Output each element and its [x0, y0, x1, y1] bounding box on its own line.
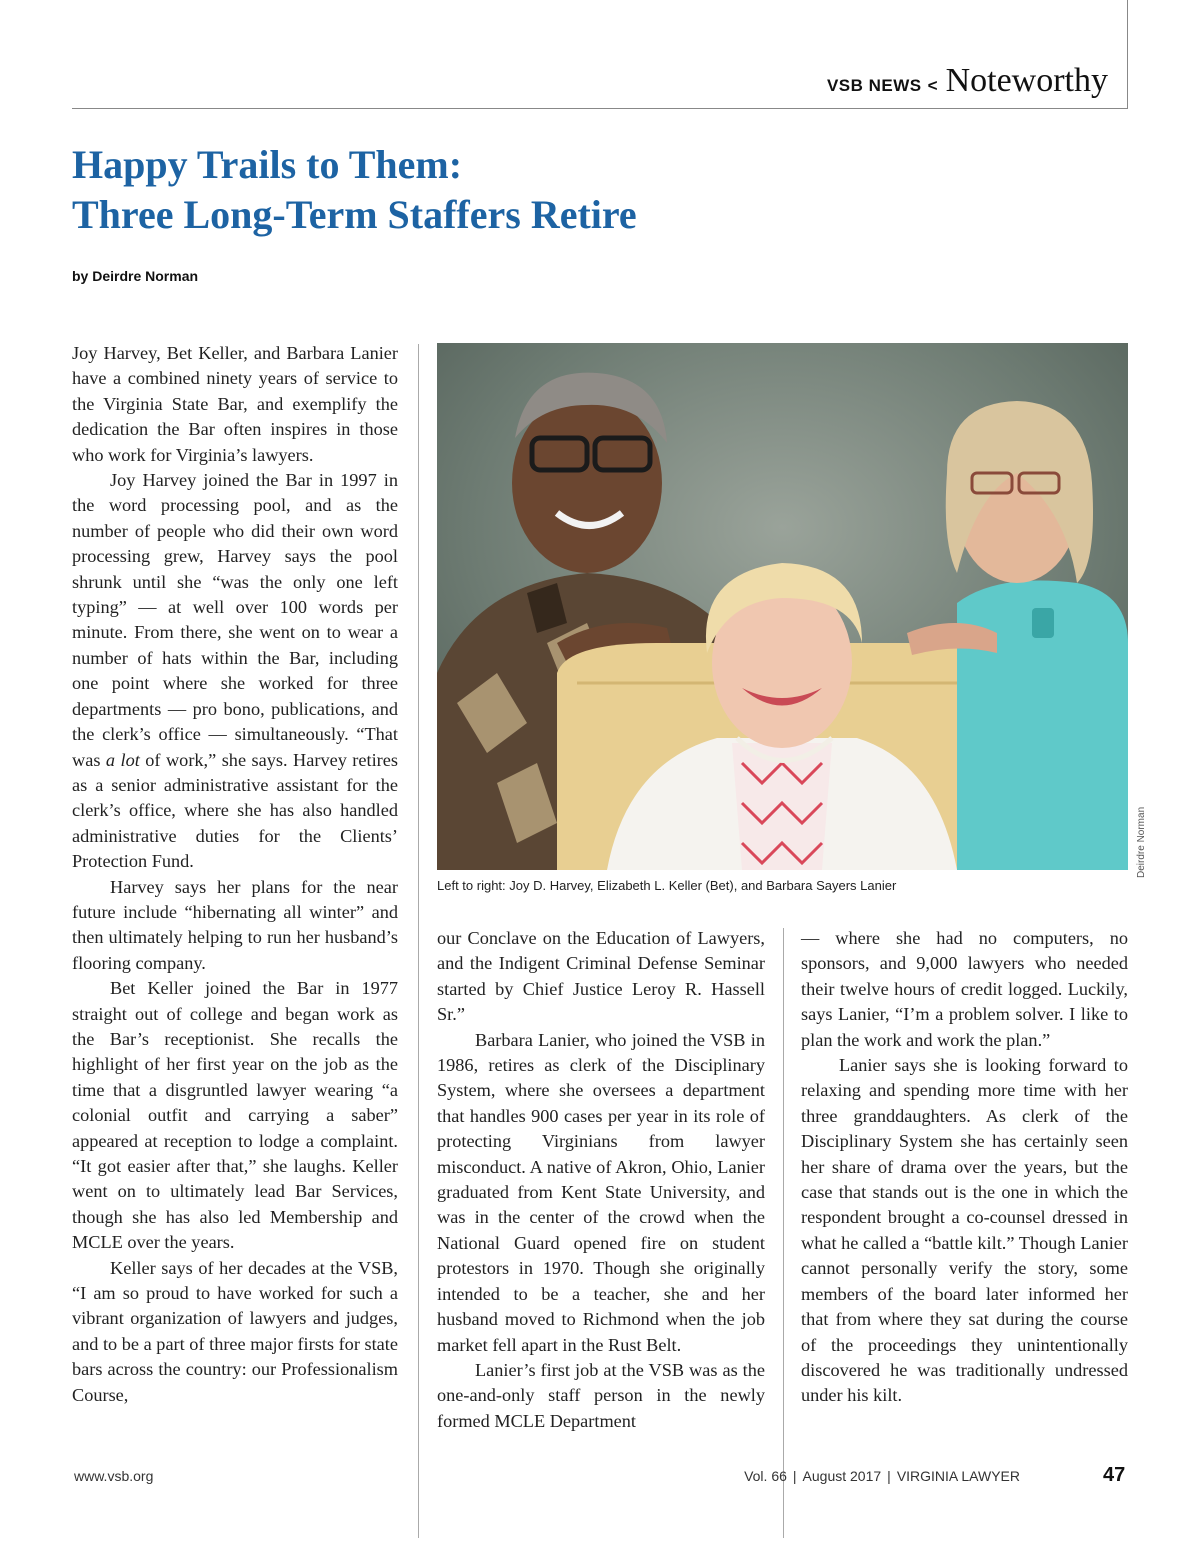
header-vertical-rule — [1127, 0, 1128, 108]
paragraph: Harvey says her plans for the near future include “hibernating all winter” and then ultimately helping to run her husband’s flooring company. — [72, 876, 398, 973]
column-1 — [72, 341, 398, 1408]
footer-publication: VIRGINIA LAWYER — [896, 1468, 1020, 1484]
header-separator: < — [927, 76, 938, 95]
column-divider — [783, 928, 784, 1538]
paragraph: our Conclave on the Education of Lawyers, and the Indigent Criminal Defense Seminar started by Chief Justice Leroy R. Hassell Sr.” — [437, 928, 765, 1025]
article-title — [72, 140, 972, 240]
footer-date: August 2017 — [802, 1468, 882, 1484]
footer-divider: | — [792, 1468, 797, 1484]
footer-issue-info — [744, 1468, 1020, 1484]
article-title-line1: Happy Trails to Them: — [72, 142, 463, 187]
column-2 — [437, 926, 765, 1434]
paragraph: — where she had no computers, no sponsors, and 9,000 lawyers who needed their twelve hours of credit logged. Luckily, says Lanier, “I’m a problem solver. I like to plan the work and work the plan.” — [801, 928, 1128, 1050]
footer-divider: | — [887, 1468, 891, 1484]
footer-url: www.vsb.org — [74, 1468, 154, 1484]
column-3 — [801, 926, 1128, 1409]
footer-volume: Vol. 66 — [744, 1468, 787, 1484]
paragraph: Keller says of her decades at the VSB, “I am so proud to have worked for such a vibrant organization of lawyers and judges, and to be a part of three major firsts for state bars across the country: our Professionalism Course, — [72, 1257, 398, 1405]
paragraph: Bet Keller joined the Bar in 1977 straight out of college and began work as the Bar’s receptionist. She recalls the highlight of her first year on the job as the time that a disgruntled lawyer wearing “a colonial outfit and carrying a saber” appeared at reception to lodge a complaint. “It got easier after that,” she laughs. Keller went on to ultimately lead Bar Services, though she has also led Membership and MCLE over the years. — [72, 978, 398, 1253]
paragraph: Lanier’s first job at the VSB was as the one-and-only staff person in the newly formed MCLE Department — [437, 1359, 765, 1431]
paragraph: Joy Harvey, Bet Keller, and Barbara Lanier have a combined ninety years of service to the Virginia State Bar, and exemplify the dedication the Bar often inspires in those who work for Virginia’s lawyers. — [72, 343, 398, 465]
paragraph: Barbara Lanier, who joined the VSB in 1986, retires as clerk of the Disciplinary System, where she oversees a department that handles 900 cases per year in its role of protecting Virginians from lawyer misconduct. A native of Akron, Ohio, Lanier graduated from Kent State University, and was in the center of the crowd when the National Guard opened fire on student protestors in 1970. Though she originally intended to be a teacher, she and her husband moved to Richmond when the job market fell apart in the Rust Belt. — [437, 1029, 765, 1355]
paragraph: Joy Harvey joined the Bar in 1997 in the word processing pool, and as the number of people who did their own word processing grew, Harvey says the pool shrunk until she “was the only one left typing” — at well over 100 words per minute. From there, she went on to wear a number of hats within the Bar, including one point where she worked for three departments — pro bono, publications, and the clerk’s office — simultaneously. “That was a lot of work,” she says. Harvey retires as a senior administrative assistant for the clerk’s office, where she has also handled administrative duties for the Clients’ Protection Fund. — [72, 470, 398, 872]
staff-photo — [437, 343, 1128, 870]
byline: by Deirdre Norman — [72, 268, 199, 284]
article-title-line2: Three Long-Term Staffers Retire — [72, 192, 637, 237]
column-divider — [418, 344, 419, 1538]
emphasis: a lot — [105, 749, 140, 770]
photo-caption: Left to right: Joy D. Harvey, Elizabeth L. Keller (Bet), and Barbara Sayers Lanier — [437, 878, 897, 893]
category-label: Noteworthy — [945, 62, 1108, 99]
running-header — [827, 62, 1108, 100]
paragraph: Lanier says she is looking forward to relaxing and spending more time with her three granddaughters. As clerk of the Disciplinary System she has certainly seen her share of drama over the years, but the case that stands out is the one in which the respondent brought a co-counsel dressed in what he called a “battle kilt.” Though Lanier cannot personally verify the story, some members of the board later informed her that from where they sat during the course of the proceedings they unintentionally discovered he was traditionally undressed under his kilt. — [801, 1055, 1128, 1406]
section-label: VSB NEWS — [826, 76, 922, 95]
header-rule — [72, 108, 1128, 109]
photo-credit: Deirdre Norman — [1136, 806, 1147, 878]
group-portrait-image — [437, 343, 1128, 870]
page-number: 47 — [1103, 1464, 1126, 1486]
